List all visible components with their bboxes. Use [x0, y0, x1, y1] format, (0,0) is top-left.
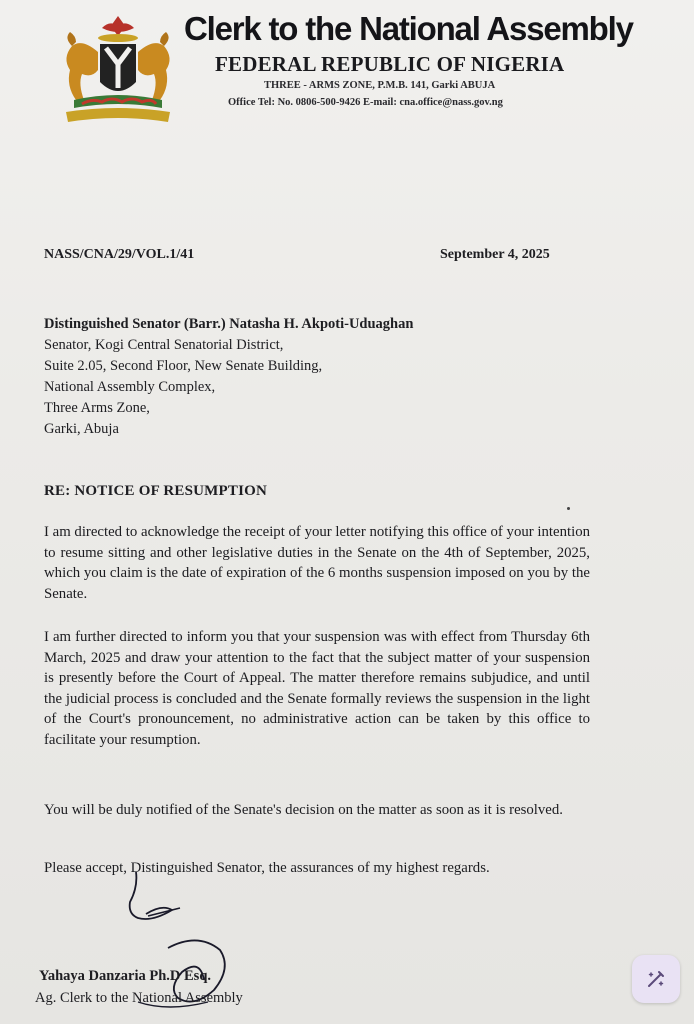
recipient-address: [44, 314, 413, 440]
letter-date: September 4, 2025: [440, 247, 550, 262]
recipient-line: Garki, Abuja: [44, 421, 119, 437]
signatory-title: Ag. Clerk to the National Assembly: [35, 990, 243, 1006]
letterhead-subtitle: FEDERAL REPUBLIC OF NIGERIA: [215, 52, 565, 76]
magic-edit-button[interactable]: [632, 955, 680, 1003]
closing-line: Please accept, Distinguished Senator, the assurances of my highest regards.: [44, 860, 490, 876]
body-paragraph: I am directed to acknowledge the receipt of your letter notifying this office of your intention to resume sitting and other legislative duties in the Senate on the 4th of September, 2025, which you claim is the date of expiration of the 6 months suspension imposed on you by the Senate.: [44, 524, 590, 602]
reference-number: NASS/CNA/29/VOL.1/41: [44, 247, 195, 262]
letterhead-address: THREE - ARMS ZONE, P.M.B. 141, Garki ABUJA: [264, 80, 496, 91]
ink-speck: [567, 507, 570, 510]
body-paragraph: I am further directed to inform you that your suspension was with effect from Thursday 6th March, 2025 and draw your attention to the fact that the subject matter of your suspension is presently before the Court of Appeal. The matter therefore remains subjudice, and until the judicial process is concluded and the Senate formally reviews the suspension in the light of the Court's pronouncement, no administrative action can be taken by this office to facilitate your resumption.: [44, 629, 590, 748]
letterhead-contact: Office Tel: No. 0806-500-9426 E-mail: cna.office@nass.gov.ng: [228, 97, 503, 108]
signatory-name: Yahaya Danzaria Ph.D Esq.: [39, 968, 212, 984]
magic-edit-icon: [645, 968, 667, 990]
body-paragraph: You will be duly notified of the Senate's decision on the matter as soon as it is resolved.: [44, 802, 563, 818]
recipient-line: National Assembly Complex,: [44, 379, 216, 395]
recipient-line: Senator, Kogi Central Senatorial District,: [44, 337, 284, 353]
letter-subject: RE: NOTICE OF RESUMPTION: [44, 483, 268, 499]
coat-of-arms-icon: [52, 8, 184, 130]
recipient-name: Distinguished Senator (Barr.) Natasha H. Akpoti-Uduaghan: [44, 316, 414, 332]
recipient-line: Three Arms Zone,: [44, 400, 150, 416]
letterhead-title: Clerk to the National Assembly: [184, 10, 633, 47]
recipient-line: Suite 2.05, Second Floor, New Senate Building,: [44, 358, 323, 374]
